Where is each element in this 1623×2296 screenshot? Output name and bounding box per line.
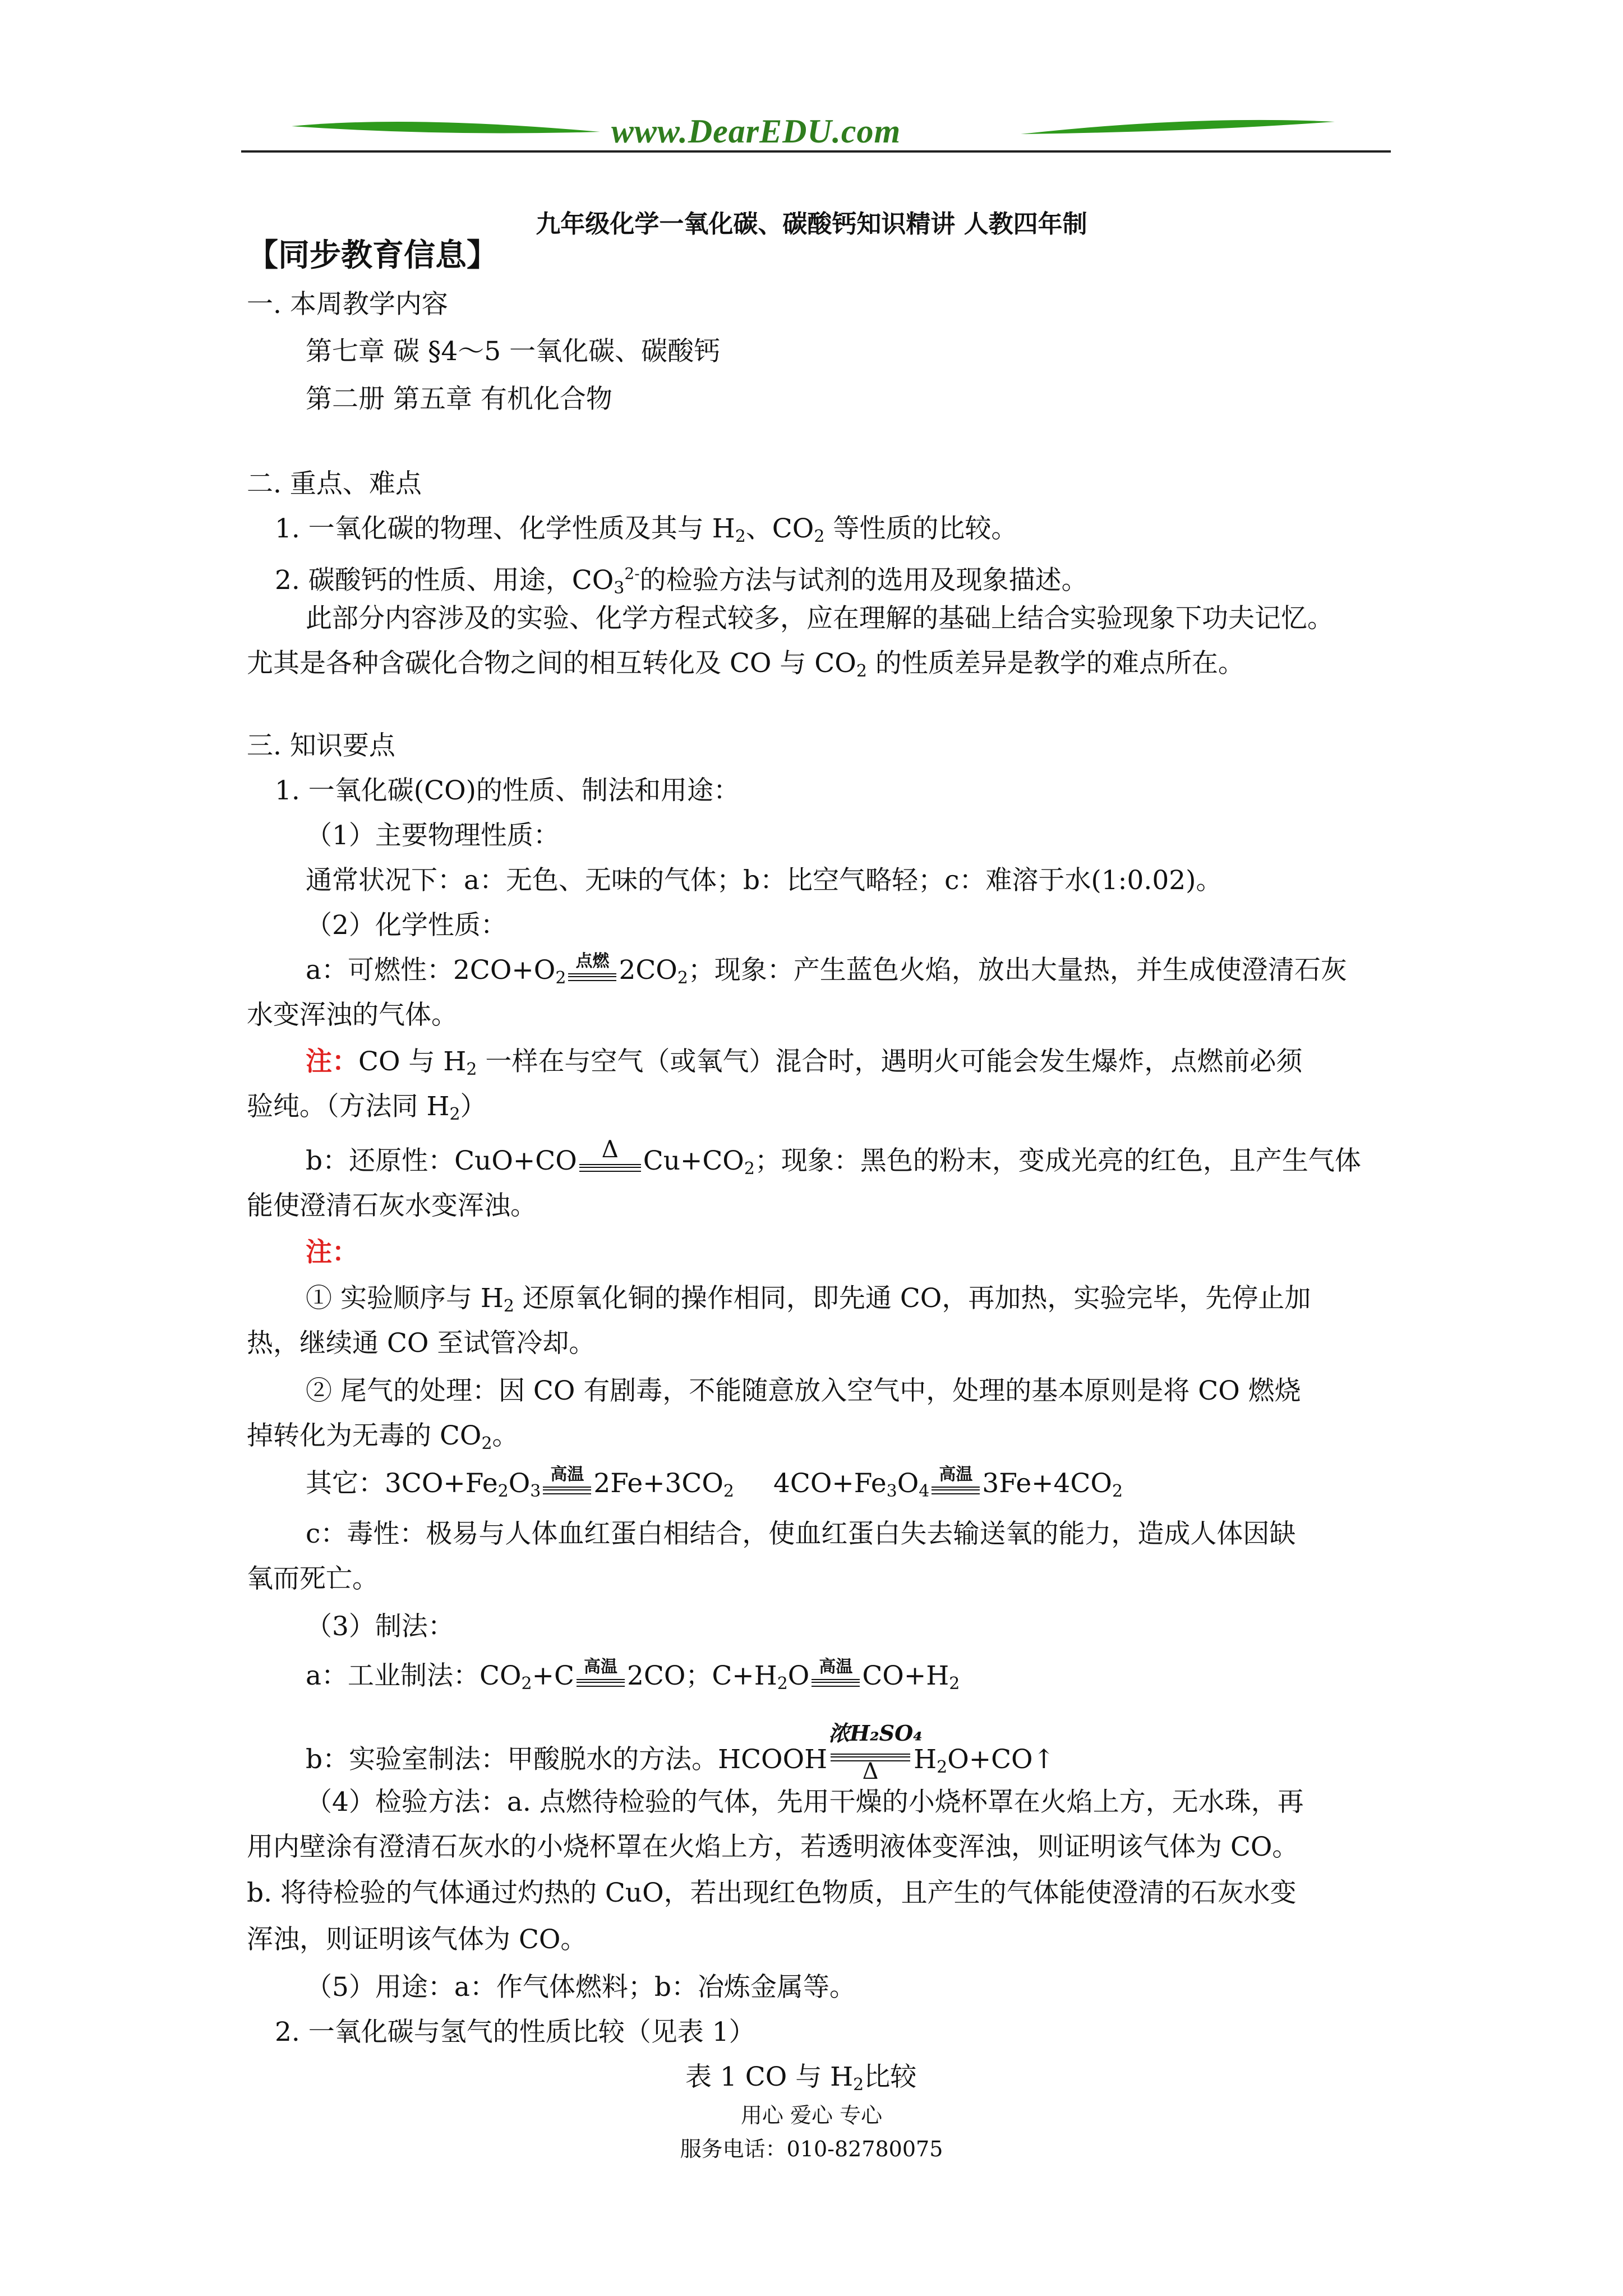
other-equations: 其它：$3CO+Fe_2O_3$ 高温 $2Fe+3CO_2$ $4CO+Fe_3O_4$ 高温 $3Fe+4CO_2$ xyxy=(306,1465,1123,1501)
condition-arrow: 点燃 xyxy=(568,956,616,988)
section-1-line-1: 第七章 碳 §4～5 一氧化碳、碳酸钙 xyxy=(306,336,721,367)
industrial-prep: a：工业制法：$CO_2+C$ 高温 2CO；$C+H_2O$ 高温 $CO+H_2$ xyxy=(306,1657,960,1694)
table-caption: 表 1 CO 与 $H_2$比较 xyxy=(685,2062,917,2095)
section-2-item-1: 1. 一氧化碳的物理、化学性质及其与 $H_2$、$CO_2$ 等性质的比较。 xyxy=(275,513,1018,546)
footer-phone: 服务电话：010-82780075 xyxy=(680,2137,943,2161)
note-1: 注：CO 与 $H_2$ 一样在与空气（或氧气）混合时，遇明火可能会发生爆炸，点燃前必须 xyxy=(306,1046,1303,1079)
section-1-heading: 一. 本周教学内容 xyxy=(247,289,448,320)
condition-arrow: 高温 xyxy=(577,1662,625,1694)
reduction-equation: b：还原性：CuO+CO Δ $Cu+CO_2$；现象：黑色的粉末，变成光亮的红色，且产生气体 xyxy=(306,1144,1361,1186)
condition-arrow: 高温 xyxy=(932,1470,980,1501)
test-method-1: （4）检验方法：a. 点燃待检验的气体，先用干燥的小烧杯罩在火焰上方，无水珠，再 xyxy=(306,1787,1304,1818)
section-1-line-2: 第二册 第五章 有机化合物 xyxy=(306,384,612,415)
note-2-item-2-cont: 掉转化为无毒的 $CO_2$。 xyxy=(247,1420,519,1453)
toxicity: c：毒性：极易与人体血红蛋白相结合，使血红蛋白失去输送氧的能力，造成人体因缺 xyxy=(306,1519,1296,1549)
combustion-cont: 水变浑浊的气体。 xyxy=(247,1000,458,1030)
document-title: 九年级化学一氧化碳、碳酸钙知识精讲 人教四年制 xyxy=(536,210,1087,238)
uses: （5）用途：a：作气体燃料；b：冶炼金属等。 xyxy=(306,1972,856,2003)
note-2-item-2: ② 尾气的处理：因 CO 有剧毒，不能随意放入空气中，处理的基本原则是将 CO 燃烧 xyxy=(306,1375,1301,1406)
test-method-4: 浑浊，则证明该气体为 CO。 xyxy=(247,1924,587,1955)
test-method-3: b. 将待检验的气体通过灼热的 CuO，若出现红色物质，且产生的气体能使澄清的石灰水变 xyxy=(247,1878,1297,1908)
prep-heading: （3）制法： xyxy=(306,1611,454,1642)
heat-arrow: Δ xyxy=(579,1145,641,1181)
header-divider xyxy=(241,150,1391,153)
section-3-heading: 三. 知识要点 xyxy=(247,730,395,761)
combustion-equation: a：可燃性：$2CO+O_2$ 点燃 $2CO_2$；现象：产生蓝色火焰，放出大量热，并生成使澄清石灰 xyxy=(306,951,1347,988)
footer-slogan: 用心 爱心 专心 xyxy=(740,2103,883,2128)
section-2-heading: 二. 重点、难点 xyxy=(247,468,422,499)
note-1-cont: 验纯。（方法同 $H_2$） xyxy=(247,1091,487,1124)
knowledge-1: 1. 一氧化碳(CO)的性质、制法和用途： xyxy=(275,775,740,806)
chemical-heading: （2）化学性质： xyxy=(306,910,507,941)
section-2-item-2: 2. 碳酸钙的性质、用途，$CO_3^{2-}$的检验方法与试剂的选用及现象描述。 xyxy=(275,564,1088,598)
reduction-cont: 能使澄清石灰水变浑浊。 xyxy=(247,1190,537,1221)
right-leaf-swoosh xyxy=(1021,120,1335,134)
toxicity-cont: 氧而死亡。 xyxy=(247,1563,379,1594)
condition-arrow: 高温 xyxy=(543,1470,591,1501)
physical-props: 通常状况下：a：无色、无味的气体；b：比空气略轻；c：难溶于水(1:0.02)。 xyxy=(306,865,1223,896)
knowledge-2: 2. 一氧化碳与氢气的性质比较（见表 1） xyxy=(275,2017,755,2047)
note-2-item-1-cont: 热，继续通 CO 至试管冷却。 xyxy=(247,1328,596,1359)
section-2-paragraph-2: 尤其是各种含碳化合物之间的相互转化及 CO 与 $CO_2$ 的性质差异是教学的难点所在。 xyxy=(247,648,1244,681)
test-method-2: 用内壁涂有澄清石灰水的小烧杯罩在火焰上方，若透明液体变浑浊，则证明该气体为 CO。 xyxy=(247,1832,1299,1862)
note-2-label: 注： xyxy=(306,1237,358,1268)
section-tag: 【同步教育信息】 xyxy=(247,237,498,274)
section-2-paragraph-1: 此部分内容涉及的实验、化学方程式较多，应在理解的基础上结合实验现象下功夫记忆。 xyxy=(306,603,1334,634)
site-logo[interactable]: www.DearEDU.com xyxy=(611,113,901,150)
lab-prep: b：实验室制法：甲酸脱水的方法。HCOOH 浓H₂SO₄ Δ $H_2O+CO↑$ xyxy=(306,1728,1055,1795)
acid-heat-arrow: 浓H₂SO₄ Δ xyxy=(828,1720,923,1784)
condition-arrow: 高温 xyxy=(811,1662,860,1694)
note-2-item-1: ① 实验顺序与 $H_2$ 还原氧化铜的操作相同，即先通 CO，再加热，实验完毕，先停止加 xyxy=(306,1283,1311,1316)
left-leaf-swoosh xyxy=(292,122,600,133)
physical-heading: （1）主要物理性质： xyxy=(306,820,560,851)
